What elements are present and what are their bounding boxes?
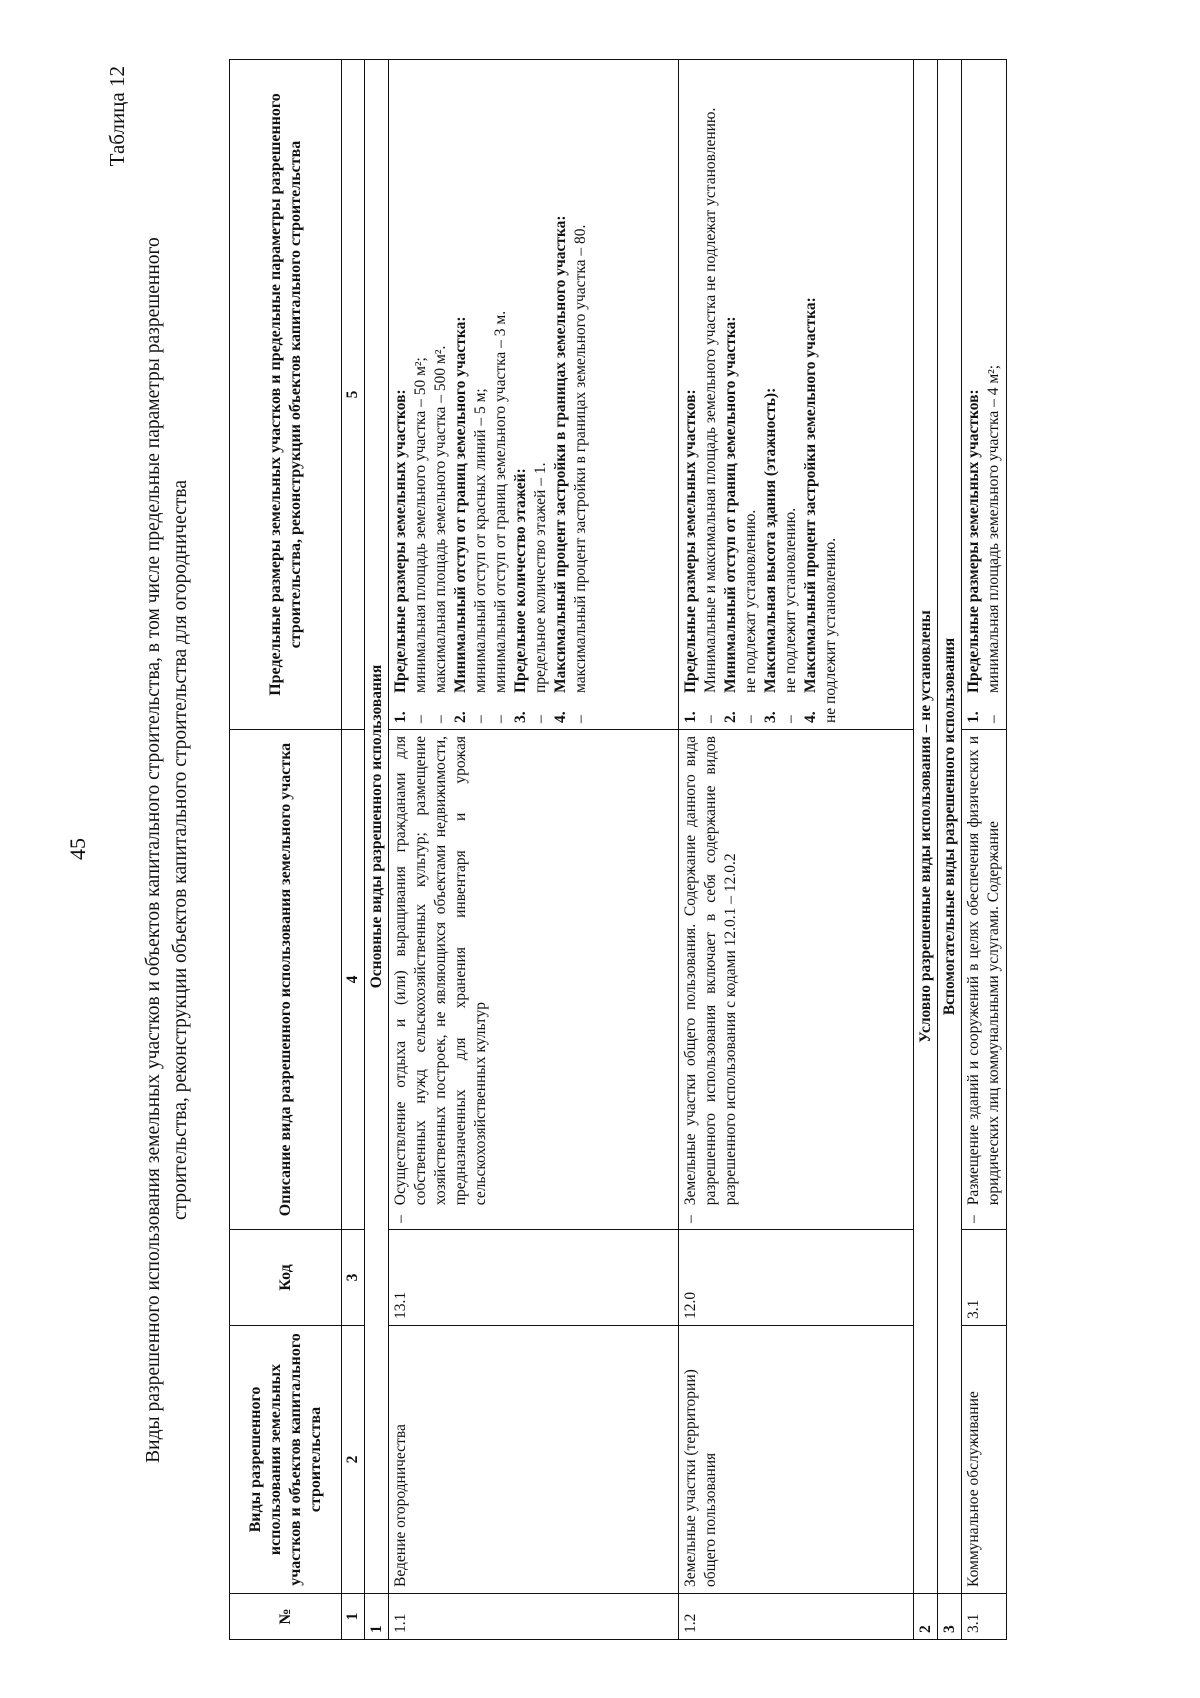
desc-text: Земельные участки общего пользования. Содержание данного вида разрешенного использования включает в себя содержание видов разрешенного использования с кодами 12.0.1 – 12.0.2 (682, 736, 739, 1206)
item-marker: – (985, 715, 1002, 723)
param-value: минимальная площадь земельного участка – 4 м²; (985, 364, 1002, 693)
param-value: минимальная площадь земельного участка – 50 м²; (412, 357, 429, 693)
table-row (962, 60, 1007, 1640)
item-marker: – (782, 715, 799, 723)
row-number: 3.1 (962, 1594, 1007, 1640)
param-value: не подлежат установлению. (742, 509, 759, 693)
header-number: № (230, 1594, 342, 1640)
section-index: 3 (938, 1594, 962, 1640)
param-heading: Максимальная высота здания (этажность): (762, 387, 779, 693)
param-value: не подлежит установлению. (822, 537, 839, 723)
item-marker: – (412, 715, 429, 723)
caption-line-2: строительства, реконструкции объектов капитального строительства для огородничества (170, 479, 191, 1221)
desc-dash: – (965, 1215, 982, 1223)
rotated-page (105, 60, 1195, 1640)
section-title: Вспомогательные виды разрешенного использования (938, 60, 962, 1594)
item-marker: 1. (965, 711, 982, 723)
param-heading: Предельные размеры земельных участков: (392, 389, 409, 693)
table-row (389, 60, 679, 1640)
param-value: максимальная площадь земельного участка – 500 м². (432, 345, 449, 693)
caption-line-1: Виды разрешенного использования земельных участков и объектов капитального строительства, в том числе предельные параметры разрешенного (143, 237, 164, 1463)
param-value: минимальный отступ от красных линий – 5 м; (472, 388, 489, 693)
param-heading: Максимальный процент застройки земельного участка: (802, 297, 819, 693)
regulations-table (229, 59, 1007, 1640)
item-marker: – (492, 715, 509, 723)
row-code: 13.1 (389, 1230, 679, 1326)
row-code: 12.0 (679, 1230, 914, 1326)
param-value: минимальный отступ от границ земельного участка – 3 м. (492, 310, 509, 693)
row-usage-type: Ведение огородничества (389, 1326, 679, 1594)
param-heading: Предельные размеры земельных участков: (965, 389, 982, 693)
table-label: Таблица 12 (105, 66, 129, 167)
item-marker: – (532, 715, 549, 723)
item-marker: – (572, 715, 589, 723)
item-marker: 1. (682, 711, 699, 723)
section-title: Основные виды разрешенного использования (365, 60, 389, 1594)
col-number: 4 (342, 730, 365, 1230)
header-parameters: Предельные размеры земельных участков и предельные параметры разрешенного строительства, реконструкции объектов капитального строительства (230, 60, 342, 730)
header-row (230, 60, 342, 1640)
item-marker: 4. (802, 711, 819, 723)
item-marker: 2. (452, 711, 469, 723)
section-title: Условно разрешенные виды использования – не установлены (914, 60, 938, 1594)
param-value: предельное количество этажей – 1. (532, 462, 549, 693)
header-code: Код (230, 1230, 342, 1326)
header-description: Описание вида разрешенного использования земельного участка (230, 730, 342, 1230)
section-index: 1 (365, 1594, 389, 1640)
desc-text: Осуществление отдыха и (или) выращивания гражданами для собственных нужд сельскохозяйственных культур; размещение хозяйственных построек, не являющихся объектами недвижимости, предназначенных для хранения инвентаря и урожая сельскохозяйственных культур (392, 736, 489, 1206)
item-marker: – (432, 715, 449, 723)
param-heading: Предельные размеры земельных участков: (682, 389, 699, 693)
param-value: не подлежит установлению. (782, 507, 799, 693)
col-number: 2 (342, 1326, 365, 1594)
row-usage-type: Земельные участки (территории) общего пользования (679, 1326, 914, 1594)
item-marker: – (702, 715, 719, 723)
param-value: Минимальные и максимальная площадь земельного участка не подлежат установлению. (702, 107, 719, 693)
row-number: 1.1 (389, 1594, 679, 1640)
desc-text: Размещение зданий и сооружений в целях обеспечения физических и юридических лиц коммунальными услугами. Содержание (965, 736, 1002, 1206)
param-value: максимальный процент застройки в границах земельного участка – 80. (572, 224, 589, 693)
param-heading: Предельное количество этажей: (512, 468, 529, 693)
row-usage-type: Коммунальное обслуживание (962, 1326, 1007, 1594)
row-number: 1.2 (679, 1594, 914, 1640)
col-number: 1 (342, 1594, 365, 1640)
item-marker: 2. (722, 711, 739, 723)
page-number: 45 (65, 838, 90, 860)
section-index: 2 (914, 1594, 938, 1640)
item-marker: 3. (512, 711, 529, 723)
item-marker: – (742, 715, 759, 723)
header-usage-type: Виды разрешенного использования земельных участков и объектов капитального строительства (230, 1326, 342, 1594)
column-number-row (342, 60, 365, 1640)
param-heading: Максимальный процент застройки в границах земельного участка: (552, 215, 569, 693)
row-parameters (389, 60, 679, 730)
col-number: 3 (342, 1230, 365, 1326)
section-row-auxiliary (938, 60, 962, 1640)
row-code: 3.1 (962, 1230, 1007, 1326)
row-description (679, 730, 914, 1230)
param-heading: Минимальный отступ от границ земельного участка: (452, 316, 469, 693)
item-marker: 4. (552, 711, 569, 723)
table-caption (140, 80, 194, 1620)
row-parameters (679, 60, 914, 730)
table-row (679, 60, 914, 1640)
row-description (962, 730, 1007, 1230)
item-marker: – (472, 715, 489, 723)
desc-dash: – (682, 1215, 699, 1223)
section-row-main (365, 60, 389, 1640)
row-parameters (962, 60, 1007, 730)
desc-dash: – (392, 1215, 409, 1223)
item-marker: 3. (762, 711, 779, 723)
section-row-conditional (914, 60, 938, 1640)
col-number: 5 (342, 60, 365, 730)
item-marker: 1. (392, 711, 409, 723)
param-heading: Минимальный отступ от границ земельного участка: (722, 316, 739, 693)
row-description (389, 730, 679, 1230)
